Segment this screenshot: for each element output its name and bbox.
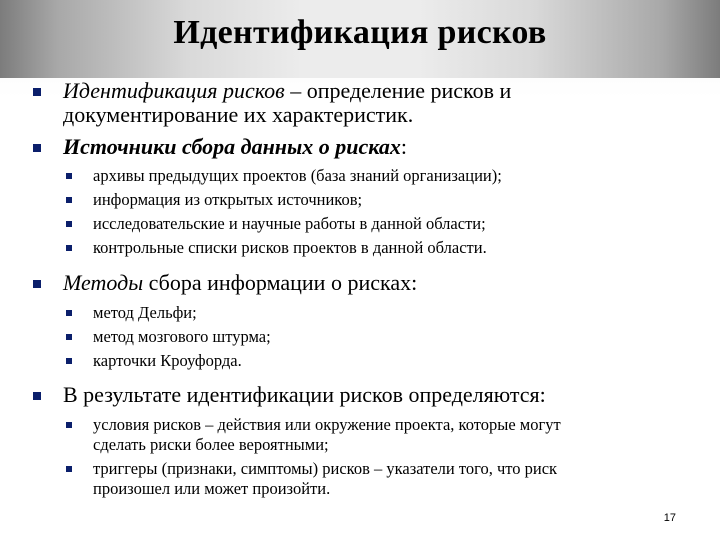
list-item-source: контрольные списки рисков проектов в данной области. xyxy=(93,238,487,257)
square-bullet-icon xyxy=(33,144,41,152)
list-item-method: карточки Кроуфорда. xyxy=(93,351,242,370)
square-bullet-icon xyxy=(66,358,72,364)
square-bullet-icon xyxy=(66,310,72,316)
bullet-item-results: В результате идентификации рисков определяются: xyxy=(63,382,546,407)
list-item-result-line-2: сделать риски более вероятными; xyxy=(93,435,329,454)
list-item-result-line-1: условия рисков – действия или окружение проекта, которые могут xyxy=(93,415,561,434)
list-item-method: метод мозгового штурма; xyxy=(93,327,271,346)
list-item-result-line-2: произошел или может произойти. xyxy=(93,479,331,498)
bullet-item-identification xyxy=(63,79,511,103)
square-bullet-icon xyxy=(66,173,72,179)
square-bullet-icon xyxy=(33,392,41,400)
square-bullet-icon xyxy=(66,245,72,251)
list-item-source: исследовательские и научные работы в данной области; xyxy=(93,214,486,233)
term-identification: Идентификация рисков xyxy=(63,78,285,103)
bullet-item-sources xyxy=(63,135,407,159)
square-bullet-icon xyxy=(66,221,72,227)
term-methods: Методы xyxy=(63,270,144,295)
slide-title: Идентификация рисков xyxy=(173,14,547,51)
square-bullet-icon xyxy=(66,466,72,472)
list-item-source: информация из открытых источников; xyxy=(93,190,363,209)
title-bar xyxy=(0,0,720,78)
definition-line-1: – определение рисков и xyxy=(284,78,512,103)
square-bullet-icon xyxy=(33,88,41,96)
page-number: 17 xyxy=(663,512,676,524)
square-bullet-icon xyxy=(33,280,41,288)
list-item-source: архивы предыдущих проектов (база знаний организации); xyxy=(93,166,502,185)
square-bullet-icon xyxy=(66,422,72,428)
methods-rest: сбора информации о рисках: xyxy=(143,270,418,295)
square-bullet-icon xyxy=(66,334,72,340)
bullet-item-methods xyxy=(63,271,417,295)
definition-line-2: документирование их характеристик. xyxy=(63,102,414,127)
term-sources: Источники сбора данных о рисках xyxy=(63,134,401,159)
sources-colon: : xyxy=(400,134,408,159)
list-item-method: метод Дельфи; xyxy=(93,303,197,322)
square-bullet-icon xyxy=(66,197,72,203)
list-item-result-line-1: триггеры (признаки, симптомы) рисков – указатели того, что риск xyxy=(93,459,558,478)
